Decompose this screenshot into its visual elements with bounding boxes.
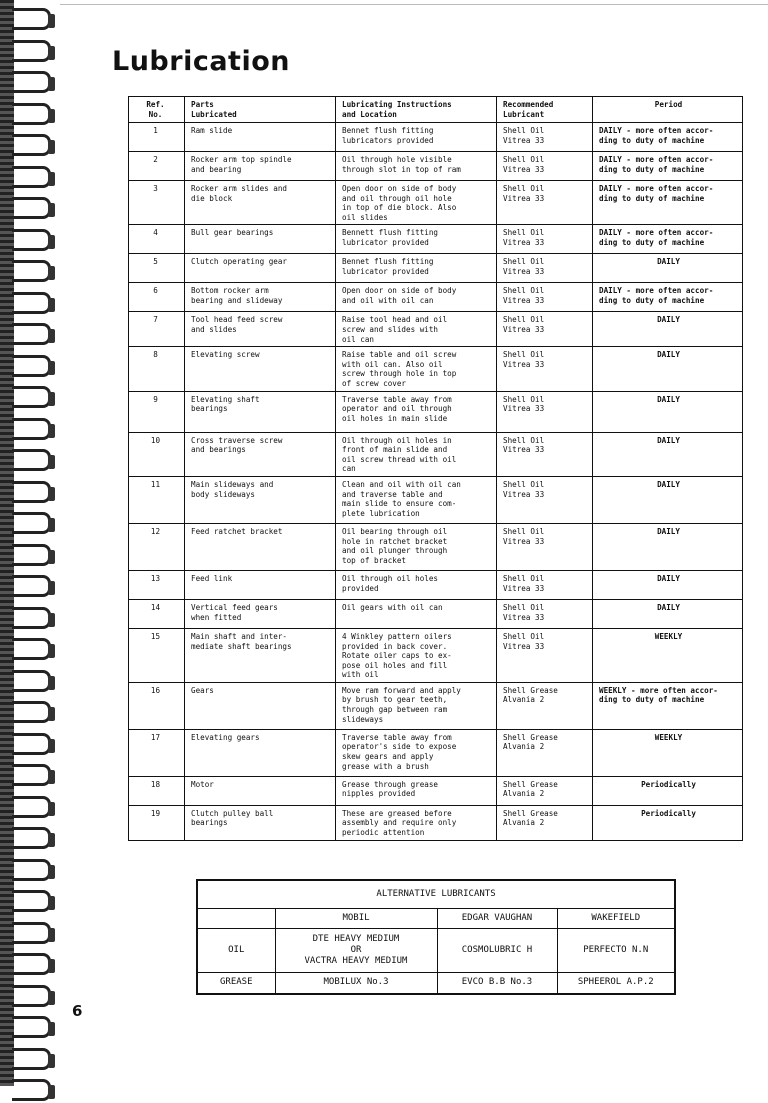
binding-coil bbox=[8, 983, 52, 1009]
lubricant-cell: Shell Oil Vitrea 33 bbox=[497, 123, 593, 152]
coil-loop bbox=[12, 166, 51, 188]
punch-hole bbox=[48, 46, 55, 60]
coil-loop bbox=[12, 796, 51, 818]
instructions-cell: Oil through oil holes in front of main slide and oil screw thread with oil can bbox=[336, 432, 497, 476]
ref-no-cell: 11 bbox=[129, 476, 185, 523]
ref-no-cell: 2 bbox=[129, 152, 185, 181]
period-cell: DAILY bbox=[593, 476, 743, 523]
coil-loop bbox=[12, 386, 51, 408]
ref-no-cell: 17 bbox=[129, 729, 185, 776]
lubricant-cell: Shell Oil Vitrea 33 bbox=[497, 476, 593, 523]
binding-coil bbox=[8, 825, 52, 851]
instructions-cell: Raise tool head and oil screw and slides with oil can bbox=[336, 312, 497, 347]
table-row bbox=[129, 347, 743, 391]
alt-grease-mobil: MOBILUX No.3 bbox=[275, 972, 437, 994]
table-row bbox=[129, 805, 743, 840]
alt-grease-edgar-vaughan: EVCO B.B No.3 bbox=[437, 972, 557, 994]
table-row bbox=[129, 225, 743, 254]
ref-no-cell: 12 bbox=[129, 523, 185, 570]
table-row bbox=[129, 682, 743, 729]
alt-brand-mobil: MOBIL bbox=[275, 908, 437, 928]
lubricant-cell: Shell Oil Vitrea 33 bbox=[497, 152, 593, 181]
binding-coil bbox=[8, 290, 52, 316]
coil-loop bbox=[12, 764, 51, 786]
ref-no-cell: 1 bbox=[129, 123, 185, 152]
coil-loop bbox=[12, 701, 51, 723]
coil-loop bbox=[12, 71, 51, 93]
binding-coil bbox=[8, 1014, 52, 1040]
ref-no-cell: 4 bbox=[129, 225, 185, 254]
lubricant-cell: Shell Oil Vitrea 33 bbox=[497, 570, 593, 599]
parts-cell: Elevating screw bbox=[185, 347, 336, 391]
instructions-cell: Move ram forward and apply by brush to gear teeth, through gap between ram slideways bbox=[336, 682, 497, 729]
table-row bbox=[129, 254, 743, 283]
lubricant-cell: Shell Oil Vitrea 33 bbox=[497, 347, 593, 391]
binding-coil bbox=[8, 164, 52, 190]
header-lubricating-instructions: Lubricating Instructions and Location bbox=[336, 97, 497, 123]
coil-loop bbox=[12, 40, 51, 62]
coil-loop bbox=[12, 922, 51, 944]
period-cell: DAILY bbox=[593, 391, 743, 432]
alt-oil-wakefield: PERFECTO N.N bbox=[557, 928, 675, 972]
punch-hole bbox=[48, 644, 55, 658]
coil-loop bbox=[12, 670, 51, 692]
coil-loop bbox=[12, 481, 51, 503]
instructions-cell: Oil bearing through oil hole in ratchet bracket and oil plunger through top of bracket bbox=[336, 523, 497, 570]
instructions-cell: Clean and oil with oil can and traverse table and main slide to ensure com- plete lubrication bbox=[336, 476, 497, 523]
binding-coil bbox=[8, 731, 52, 757]
alt-grease-row bbox=[197, 972, 675, 994]
coil-loop bbox=[12, 134, 51, 156]
punch-hole bbox=[48, 329, 55, 343]
punch-hole bbox=[48, 361, 55, 375]
alt-title-row bbox=[197, 880, 675, 908]
punch-hole bbox=[48, 550, 55, 564]
punch-hole bbox=[48, 581, 55, 595]
header-ref-no: Ref. No. bbox=[129, 97, 185, 123]
table-row bbox=[129, 152, 743, 181]
table-row bbox=[129, 570, 743, 599]
punch-hole bbox=[48, 928, 55, 942]
instructions-cell: Traverse table away from operator and oil through oil holes in main slide bbox=[336, 391, 497, 432]
lubricant-cell: Shell Oil Vitrea 33 bbox=[497, 599, 593, 628]
ref-no-cell: 18 bbox=[129, 776, 185, 805]
punch-hole bbox=[48, 991, 55, 1005]
parts-cell: Rocker arm slides and die block bbox=[185, 181, 336, 225]
period-cell: DAILY bbox=[593, 523, 743, 570]
period-cell: DAILY bbox=[593, 570, 743, 599]
alt-brand-row bbox=[197, 908, 675, 928]
period-cell: DAILY bbox=[593, 254, 743, 283]
table-row bbox=[129, 283, 743, 312]
ref-no-cell: 15 bbox=[129, 628, 185, 682]
punch-hole bbox=[48, 802, 55, 816]
alt-title: ALTERNATIVE LUBRICANTS bbox=[197, 880, 675, 908]
punch-hole bbox=[48, 739, 55, 753]
coil-loop bbox=[12, 1079, 51, 1101]
instructions-cell: These are greased before assembly and require only periodic attention bbox=[336, 805, 497, 840]
coil-loop bbox=[12, 449, 51, 471]
binding-coil bbox=[8, 951, 52, 977]
punch-hole bbox=[48, 140, 55, 154]
instructions-cell: Open door on side of body and oil with oil can bbox=[336, 283, 497, 312]
punch-hole bbox=[48, 77, 55, 91]
binding-coil bbox=[8, 416, 52, 442]
punch-hole bbox=[48, 518, 55, 532]
binding-coil bbox=[8, 447, 52, 473]
ref-no-cell: 3 bbox=[129, 181, 185, 225]
coil-loop bbox=[12, 985, 51, 1007]
instructions-cell: 4 Winkley pattern oilers provided in back cover. Rotate oiler caps to ex- pose oil holes and fill with oil bbox=[336, 628, 497, 682]
parts-cell: Elevating shaft bearings bbox=[185, 391, 336, 432]
period-cell: WEEKLY bbox=[593, 729, 743, 776]
table-row bbox=[129, 776, 743, 805]
period-cell: DAILY bbox=[593, 599, 743, 628]
table-row bbox=[129, 476, 743, 523]
binding-coil bbox=[8, 920, 52, 946]
punch-hole bbox=[48, 392, 55, 406]
page-number: 6 bbox=[72, 1002, 83, 1020]
table-row bbox=[129, 729, 743, 776]
coil-loop bbox=[12, 575, 51, 597]
binding-coil bbox=[8, 794, 52, 820]
punch-hole bbox=[48, 235, 55, 249]
instructions-cell: Grease through grease nipples provided bbox=[336, 776, 497, 805]
punch-hole bbox=[48, 172, 55, 186]
header-recommended-lubricant: Recommended Lubricant bbox=[497, 97, 593, 123]
lubrication-table bbox=[128, 96, 743, 841]
alt-oil-mobil: DTE HEAVY MEDIUM OR VACTRA HEAVY MEDIUM bbox=[275, 928, 437, 972]
table-row bbox=[129, 628, 743, 682]
alt-oil-label: OIL bbox=[197, 928, 275, 972]
period-cell: WEEKLY - more often accor- ding to duty of machine bbox=[593, 682, 743, 729]
punch-hole bbox=[48, 833, 55, 847]
period-cell: DAILY bbox=[593, 432, 743, 476]
lubricant-cell: Shell Oil Vitrea 33 bbox=[497, 225, 593, 254]
ref-no-cell: 16 bbox=[129, 682, 185, 729]
lubricant-cell: Shell Grease Alvania 2 bbox=[497, 805, 593, 840]
instructions-cell: Open door on side of body and oil through oil hole in top of die block. Also oil slides bbox=[336, 181, 497, 225]
coil-loop bbox=[12, 8, 51, 30]
binding-coil bbox=[8, 479, 52, 505]
parts-cell: Feed link bbox=[185, 570, 336, 599]
table-row bbox=[129, 181, 743, 225]
alt-brand-wakefield: WAKEFIELD bbox=[557, 908, 675, 928]
lubricant-cell: Shell Oil Vitrea 33 bbox=[497, 391, 593, 432]
coil-loop bbox=[12, 512, 51, 534]
binding-coil bbox=[8, 132, 52, 158]
lubricant-cell: Shell Oil Vitrea 33 bbox=[497, 432, 593, 476]
binding-coil bbox=[8, 227, 52, 253]
alt-oil-row bbox=[197, 928, 675, 972]
alternative-lubricants-table bbox=[196, 879, 676, 995]
ref-no-cell: 8 bbox=[129, 347, 185, 391]
header-period: Period bbox=[593, 97, 743, 123]
lubricant-cell: Shell Oil Vitrea 33 bbox=[497, 283, 593, 312]
instructions-cell: Oil through hole visible through slot in top of ram bbox=[336, 152, 497, 181]
punch-hole bbox=[48, 896, 55, 910]
coil-loop bbox=[12, 355, 51, 377]
coil-loop bbox=[12, 260, 51, 282]
period-cell: DAILY - more often accor- ding to duty of machine bbox=[593, 152, 743, 181]
table-row bbox=[129, 599, 743, 628]
instructions-cell: Traverse table away from operator's side to expose skew gears and apply grease with a brush bbox=[336, 729, 497, 776]
binding-coil bbox=[8, 1077, 52, 1103]
binding-coil bbox=[8, 857, 52, 883]
parts-cell: Clutch pulley ball bearings bbox=[185, 805, 336, 840]
table-row bbox=[129, 123, 743, 152]
parts-cell: Tool head feed screw and slides bbox=[185, 312, 336, 347]
punch-hole bbox=[48, 266, 55, 280]
coil-loop bbox=[12, 323, 51, 345]
lubricant-cell: Shell Grease Alvania 2 bbox=[497, 729, 593, 776]
instructions-cell: Oil through oil holes provided bbox=[336, 570, 497, 599]
coil-loop bbox=[12, 638, 51, 660]
ref-no-cell: 10 bbox=[129, 432, 185, 476]
binding-coil bbox=[8, 668, 52, 694]
ref-no-cell: 7 bbox=[129, 312, 185, 347]
lubricant-cell: Shell Oil Vitrea 33 bbox=[497, 628, 593, 682]
coil-loop bbox=[12, 827, 51, 849]
lubricant-cell: Shell Oil Vitrea 33 bbox=[497, 312, 593, 347]
table-row bbox=[129, 312, 743, 347]
lubricant-cell: Shell Grease Alvania 2 bbox=[497, 682, 593, 729]
ref-no-cell: 5 bbox=[129, 254, 185, 283]
parts-cell: Gears bbox=[185, 682, 336, 729]
binding-coil bbox=[8, 69, 52, 95]
period-cell: DAILY - more often accor- ding to duty of machine bbox=[593, 225, 743, 254]
parts-cell: Vertical feed gears when fitted bbox=[185, 599, 336, 628]
period-cell: DAILY bbox=[593, 312, 743, 347]
instructions-cell: Bennett flush fitting lubricator provided bbox=[336, 225, 497, 254]
alt-grease-label: GREASE bbox=[197, 972, 275, 994]
binding-coil bbox=[8, 573, 52, 599]
coil-loop bbox=[12, 197, 51, 219]
punch-hole bbox=[48, 487, 55, 501]
instructions-cell: Bennet flush fitting lubricators provided bbox=[336, 123, 497, 152]
binding-coil bbox=[8, 353, 52, 379]
punch-hole bbox=[48, 109, 55, 123]
coil-loop bbox=[12, 733, 51, 755]
binding-coil bbox=[8, 6, 52, 32]
spiral-binding bbox=[0, 0, 62, 1086]
parts-cell: Main slideways and body slideways bbox=[185, 476, 336, 523]
parts-cell: Main shaft and inter- mediate shaft bearings bbox=[185, 628, 336, 682]
punch-hole bbox=[48, 424, 55, 438]
coil-loop bbox=[12, 292, 51, 314]
parts-cell: Motor bbox=[185, 776, 336, 805]
punch-hole bbox=[48, 1022, 55, 1036]
binding-coil bbox=[8, 542, 52, 568]
alt-oil-edgar-vaughan: COSMOLUBRIC H bbox=[437, 928, 557, 972]
coil-loop bbox=[12, 859, 51, 881]
punch-hole bbox=[48, 707, 55, 721]
parts-cell: Rocker arm top spindle and bearing bbox=[185, 152, 336, 181]
table-row bbox=[129, 432, 743, 476]
binding-coil bbox=[8, 605, 52, 631]
parts-cell: Ram slide bbox=[185, 123, 336, 152]
parts-cell: Elevating gears bbox=[185, 729, 336, 776]
punch-hole bbox=[48, 865, 55, 879]
coil-loop bbox=[12, 418, 51, 440]
punch-hole bbox=[48, 298, 55, 312]
alt-corner-cell bbox=[197, 908, 275, 928]
period-cell: DAILY - more often accor- ding to duty of machine bbox=[593, 283, 743, 312]
period-cell: Periodically bbox=[593, 776, 743, 805]
binding-coil bbox=[8, 384, 52, 410]
parts-cell: Bottom rocker arm bearing and slideway bbox=[185, 283, 336, 312]
parts-cell: Feed ratchet bracket bbox=[185, 523, 336, 570]
punch-hole bbox=[48, 770, 55, 784]
coil-loop bbox=[12, 103, 51, 125]
binding-coil bbox=[8, 195, 52, 221]
punch-hole bbox=[48, 613, 55, 627]
lubricant-cell: Shell Grease Alvania 2 bbox=[497, 776, 593, 805]
lubricant-cell: Shell Oil Vitrea 33 bbox=[497, 254, 593, 283]
period-cell: DAILY - more often accor- ding to duty of machine bbox=[593, 181, 743, 225]
coil-loop bbox=[12, 544, 51, 566]
period-cell: Periodically bbox=[593, 805, 743, 840]
punch-hole bbox=[48, 203, 55, 217]
binding-coil bbox=[8, 699, 52, 725]
coil-loop bbox=[12, 953, 51, 975]
alt-brand-edgar-vaughan: EDGAR VAUGHAN bbox=[437, 908, 557, 928]
coil-loop bbox=[12, 607, 51, 629]
page-title: Lubrication bbox=[112, 46, 290, 77]
punch-hole bbox=[48, 676, 55, 690]
table-header-row bbox=[129, 97, 743, 123]
instructions-cell: Raise table and oil screw with oil can. Also oil screw through hole in top of screw cover bbox=[336, 347, 497, 391]
period-cell: DAILY - more often accor- ding to duty of machine bbox=[593, 123, 743, 152]
punch-hole bbox=[48, 455, 55, 469]
parts-cell: Clutch operating gear bbox=[185, 254, 336, 283]
punch-hole bbox=[48, 1085, 55, 1099]
lubricant-cell: Shell Oil Vitrea 33 bbox=[497, 523, 593, 570]
binding-coil bbox=[8, 636, 52, 662]
ref-no-cell: 13 bbox=[129, 570, 185, 599]
ref-no-cell: 9 bbox=[129, 391, 185, 432]
punch-hole bbox=[48, 1054, 55, 1068]
parts-cell: Cross traverse screw and bearings bbox=[185, 432, 336, 476]
binding-coil bbox=[8, 762, 52, 788]
header-parts-lubricated: Parts Lubricated bbox=[185, 97, 336, 123]
coil-loop bbox=[12, 1016, 51, 1038]
binding-coil bbox=[8, 888, 52, 914]
instructions-cell: Oil gears with oil can bbox=[336, 599, 497, 628]
binding-coil bbox=[8, 510, 52, 536]
lubricant-cell: Shell Oil Vitrea 33 bbox=[497, 181, 593, 225]
alt-grease-wakefield: SPHEEROL A.P.2 bbox=[557, 972, 675, 994]
ref-no-cell: 14 bbox=[129, 599, 185, 628]
period-cell: DAILY bbox=[593, 347, 743, 391]
coil-loop bbox=[12, 890, 51, 912]
table-row bbox=[129, 391, 743, 432]
binding-coil bbox=[8, 101, 52, 127]
binding-coil bbox=[8, 1046, 52, 1072]
coil-loop bbox=[12, 1048, 51, 1070]
coil-loop bbox=[12, 229, 51, 251]
period-cell: WEEKLY bbox=[593, 628, 743, 682]
parts-cell: Bull gear bearings bbox=[185, 225, 336, 254]
ref-no-cell: 6 bbox=[129, 283, 185, 312]
instructions-cell: Bennet flush fitting lubricator provided bbox=[336, 254, 497, 283]
page-top-edge bbox=[60, 4, 768, 5]
binding-coil bbox=[8, 258, 52, 284]
punch-hole bbox=[48, 14, 55, 28]
binding-coil bbox=[8, 38, 52, 64]
ref-no-cell: 19 bbox=[129, 805, 185, 840]
punch-hole bbox=[48, 959, 55, 973]
binding-coil bbox=[8, 321, 52, 347]
table-row bbox=[129, 523, 743, 570]
